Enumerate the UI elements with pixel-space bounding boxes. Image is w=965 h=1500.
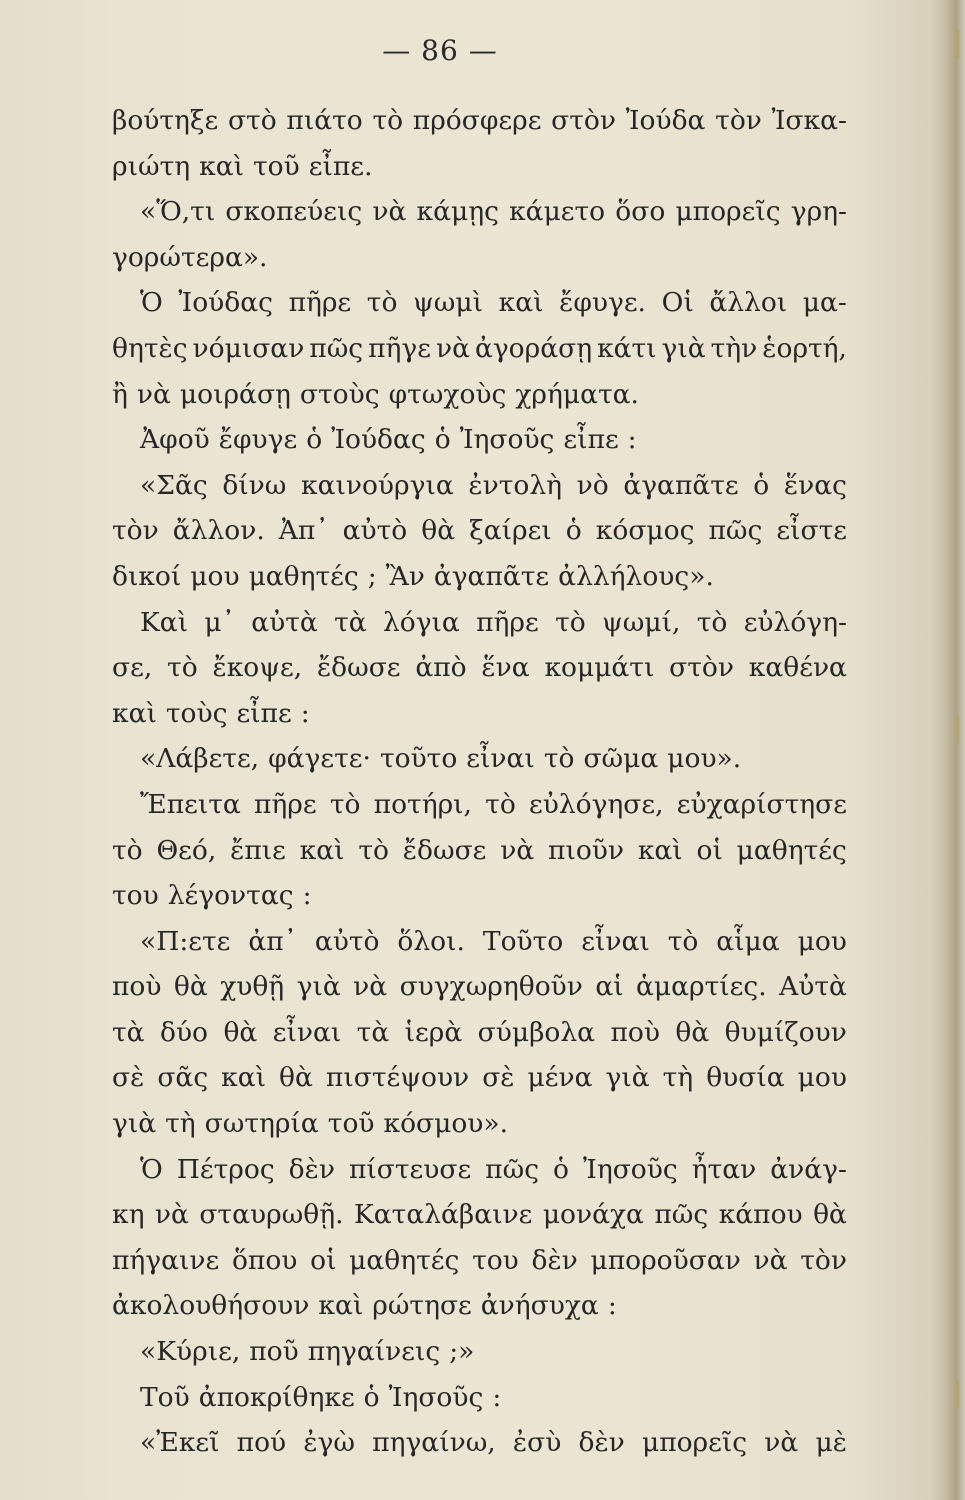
word: ἔφυγε. (559, 287, 646, 319)
word: ἀπὸ (415, 652, 467, 684)
word: σε, (112, 652, 153, 684)
text-line (112, 691, 847, 737)
word: ; (367, 560, 377, 592)
word: μ᾿ (204, 606, 235, 638)
word: ποτήρι, (373, 788, 472, 820)
word: ὁ (434, 424, 451, 456)
word: σωτηρία (204, 1108, 319, 1140)
word: τὸ (555, 606, 586, 638)
word: στὸν (551, 105, 616, 136)
word: στοὺς (299, 378, 380, 410)
text-line (112, 1055, 847, 1101)
word: οἱ (696, 834, 723, 866)
word: στὸν (669, 652, 734, 684)
word: ψωμὶ (413, 287, 484, 319)
text-line (112, 600, 847, 646)
word: ἀνάγ- (770, 1153, 847, 1185)
word: πηγαίνεις (307, 1336, 441, 1368)
word: τὸ (329, 788, 361, 820)
word: νὰ (753, 1244, 788, 1276)
word: ἱερὰ (404, 1016, 463, 1048)
word: καινούργια (301, 469, 454, 501)
word: ἀπ᾿ (248, 925, 297, 957)
word: ποῦ (249, 1336, 299, 1368)
word: ἔκοψε, (212, 652, 303, 684)
word: εἶναι (581, 925, 650, 957)
word: «Κύριε, (140, 1336, 241, 1368)
word: δὲν (578, 1427, 625, 1459)
word: κάμῃς (416, 196, 499, 228)
word: δύο (159, 1016, 209, 1048)
word: σκοπεύεις (225, 196, 363, 228)
edge-mark (940, 715, 959, 743)
word: θητὲς (112, 332, 188, 364)
text-line (112, 1238, 847, 1284)
word: πρόσφερε (412, 105, 542, 136)
text-line (112, 645, 847, 691)
word: Ἰούδα (625, 105, 706, 136)
word: Τοῦ (140, 1381, 190, 1413)
word: ἀγαπᾶτε (433, 560, 550, 592)
word: τὸν (112, 515, 159, 547)
word: εἶπε. (308, 150, 373, 182)
word: οἱ (310, 1244, 337, 1276)
word: στὸ (227, 105, 277, 136)
word: μαθητές (736, 834, 847, 866)
word: μα- (802, 287, 847, 319)
word: ἁμαρτίες. (636, 971, 767, 1003)
text-line (112, 98, 847, 144)
word: ἔδωσε (402, 834, 487, 866)
word: ἕνας (783, 469, 847, 501)
word: Ἀφοῦ (140, 424, 210, 456)
word: «Σᾶς (140, 469, 208, 501)
word: θὰ (675, 1016, 710, 1048)
word: κάτι (597, 332, 657, 364)
word: μπορεῖς (675, 196, 781, 228)
word: τὴ (662, 1062, 694, 1094)
word: ἀλλήλους». (558, 560, 714, 592)
word: πήγαινε (112, 1244, 220, 1276)
word: συγχωρηθοῦν (399, 971, 583, 1003)
text-line (112, 828, 847, 874)
word: μοιράσῃ (179, 378, 291, 410)
word: τὸ (696, 606, 728, 638)
word: δικοί (112, 560, 182, 592)
word: ἀποκρίθηκε (198, 1381, 355, 1413)
word: μένα (527, 1062, 593, 1094)
word: ἐσὺ (512, 1427, 562, 1459)
word: τὸ (485, 788, 516, 820)
word: μονάχα (542, 1199, 644, 1231)
word: ἀνήσυχα (480, 1290, 599, 1322)
word: αἷμα (716, 925, 780, 957)
word: θυμίζουν (724, 1016, 847, 1048)
word: μποροῦσαν (590, 1244, 741, 1276)
word: εἶστε (776, 515, 847, 547)
word: γορώτερα». (112, 241, 268, 273)
word: νὰ (372, 196, 407, 228)
word: δίνω (222, 469, 287, 501)
word: : (492, 1381, 502, 1413)
word: ὅπου (231, 1244, 298, 1276)
word: αἱ (595, 971, 624, 1003)
word: εἶναι (466, 743, 535, 775)
text-line (112, 1420, 847, 1466)
word: Ἂν (385, 560, 425, 592)
text-line (112, 417, 847, 463)
word: ὅλοι. (397, 925, 465, 957)
word: Ὁ (140, 1153, 163, 1185)
text-line (112, 508, 847, 554)
text-line (112, 144, 847, 190)
word: τὸ (543, 743, 575, 775)
word: κη (112, 1199, 145, 1231)
word: ;» (449, 1336, 475, 1368)
text-line (112, 1147, 847, 1193)
word: χυθῇ (220, 971, 285, 1003)
word: του (472, 1244, 519, 1276)
word: ποὺ (610, 1016, 660, 1048)
word: ψωμί, (602, 606, 681, 638)
word: ἔπιε (230, 834, 286, 866)
text-line (112, 736, 847, 782)
word: θὰ (223, 1016, 258, 1048)
word: σᾶς (157, 1062, 209, 1094)
word: σύμβολα (477, 1016, 596, 1048)
word: : (627, 424, 637, 456)
word: τὰ (112, 1016, 145, 1048)
word: ἀγαπᾶτε (623, 469, 739, 501)
word: ἄλλον. (172, 515, 265, 547)
word: κάπου (718, 1199, 803, 1231)
word: ἀγοράσῃ (474, 332, 593, 364)
text-line (112, 463, 847, 509)
word: εὐχαρίστησε (676, 788, 847, 820)
word: «Π:ετε (140, 925, 231, 957)
word: πηγαίνω, (372, 1427, 496, 1459)
word: Ἰσκα- (771, 105, 847, 136)
word: καὶ (221, 1062, 267, 1094)
edge-mark (940, 30, 959, 58)
word: φτωχοὺς (388, 378, 507, 410)
word: Καὶ (140, 606, 189, 638)
word: πῆρε (288, 287, 352, 319)
text-line (112, 1101, 847, 1147)
word: θὰ (173, 971, 208, 1003)
word: ἐντολὴ (468, 469, 562, 501)
word: ὁ (363, 1381, 380, 1413)
word: σὲ (112, 1062, 145, 1094)
word: εὐλόγησε, (529, 788, 664, 820)
word: τοῦ (327, 1108, 375, 1140)
text-line (112, 1010, 847, 1056)
word: Ἔπειτα (140, 788, 241, 820)
word: θυσία (706, 1062, 785, 1094)
word: καὶ (112, 697, 157, 729)
word: καὶ (199, 150, 244, 182)
word: πῶς (654, 1199, 709, 1231)
word: τοῦτο (379, 743, 458, 775)
word: φάγετε· (268, 743, 371, 775)
page-edge-shadow (931, 0, 965, 1500)
word: τὸ (112, 834, 143, 866)
word: σῶμα (583, 743, 659, 775)
word: «Ἐκεῖ (140, 1427, 220, 1459)
word: Ἰούδας (178, 287, 273, 319)
word: αὐτὰ (251, 606, 318, 638)
word: Θεό, (156, 834, 217, 866)
word: εἶπε (563, 424, 619, 456)
word: του (112, 880, 159, 912)
text-line (112, 1329, 847, 1375)
word: «Ὅ,τι (140, 196, 216, 228)
word: τὴ (165, 1108, 196, 1140)
word: πῆρε (254, 788, 317, 820)
word: τὴν (710, 332, 758, 364)
word: τὸ (667, 925, 699, 957)
word: πῶς (309, 332, 364, 364)
word: γιὰ (661, 332, 706, 364)
word: καθένα (748, 652, 847, 684)
text-line (112, 1192, 847, 1238)
word: τοῦ (252, 150, 300, 182)
text-line (112, 189, 847, 235)
text-line (112, 280, 847, 326)
text-line (112, 1375, 847, 1421)
word: καὶ (637, 834, 683, 866)
word: Ἰησοῦς (583, 1153, 678, 1185)
word: γιὰ (605, 1062, 650, 1094)
word: Ἰούδας (331, 424, 426, 456)
word: αὐτὸ (314, 925, 380, 957)
word: τὰ (334, 606, 367, 638)
word: τοὺς (165, 697, 228, 729)
word: μαθητές (349, 1244, 460, 1276)
word: κάμετο (509, 196, 606, 228)
word: καὶ (299, 834, 345, 866)
word: δὲν (288, 1153, 335, 1185)
word: τὸ (167, 652, 198, 684)
word: : (302, 880, 312, 912)
word: τὸ (366, 287, 398, 319)
word: βούτηξε (112, 105, 219, 136)
word: νὰ (500, 834, 535, 866)
word: Ἰησοῦς (388, 1381, 484, 1413)
word: ἢ (112, 378, 128, 410)
word: νὸ (576, 469, 609, 501)
word: μου (797, 1062, 847, 1094)
word: θὰ (279, 1062, 313, 1094)
text-line (112, 372, 847, 418)
word: : (607, 1290, 617, 1322)
word: νὰ (353, 971, 388, 1003)
word: μου». (667, 743, 742, 775)
word: ἕνα (481, 652, 530, 684)
word: «Λάβετε, (140, 743, 260, 775)
word: πῆγε (368, 332, 431, 364)
word: νόμισαν (192, 332, 305, 364)
word: ἦταν (691, 1153, 757, 1185)
word: γιὰ (112, 1108, 157, 1140)
word: ὁ (553, 1153, 570, 1185)
word: ἀκολουθήσουν (112, 1290, 310, 1322)
word: πίστευσε (348, 1153, 472, 1185)
word: θὰ (813, 1199, 847, 1231)
word: μπορεῖς (641, 1427, 748, 1459)
word: Πέτρος (176, 1153, 275, 1185)
word: θὰ (421, 515, 456, 547)
word: νὰ (136, 378, 171, 410)
word: τὸν (800, 1244, 847, 1276)
word: εἶναι (272, 1016, 342, 1048)
word: Οἱ (661, 287, 694, 319)
text-line (112, 873, 847, 919)
word: ριώτη (112, 150, 191, 182)
edge-mark (940, 1380, 959, 1408)
word: Αὐτὰ (779, 971, 847, 1003)
word: πιστέψουν (325, 1062, 470, 1094)
word: ρώτησε (372, 1290, 472, 1322)
word: κομμάτι (544, 652, 655, 684)
word: νὰ (154, 1199, 189, 1231)
word: πιοῦν (548, 834, 625, 866)
text-line (112, 782, 847, 828)
word: ποὺ (112, 971, 162, 1003)
page-number: — 86 — (382, 34, 498, 67)
word: καὶ (318, 1290, 364, 1322)
word: μαθητές (248, 560, 359, 592)
word: Ἰησοῦς (459, 424, 555, 456)
word: Ὁ (140, 287, 163, 319)
word: κόσμου». (383, 1108, 509, 1140)
word: κόσμος (595, 515, 695, 547)
word: τὸν (715, 105, 762, 136)
word: γρη- (790, 196, 847, 228)
word: δὲν (531, 1244, 578, 1276)
word: : (300, 697, 310, 729)
word: νὰ (764, 1427, 799, 1459)
body-text (112, 98, 847, 1466)
word: εὐλόγη- (743, 606, 847, 638)
word: πῶς (485, 1153, 540, 1185)
word: σὲ (482, 1062, 515, 1094)
word: ἑορτή, (762, 332, 847, 364)
word: ἔδωσε (316, 652, 401, 684)
word: ὁ (753, 469, 770, 501)
word: γιὰ (296, 971, 341, 1003)
word: μὲ (815, 1427, 847, 1459)
word: μου (190, 560, 240, 592)
text-line (112, 326, 847, 372)
text-line (112, 554, 847, 600)
word: ὁ (565, 515, 582, 547)
word: πῶς (708, 515, 763, 547)
word: Καταλάβαινε (353, 1199, 533, 1231)
word: λόγια (382, 606, 460, 638)
text-line (112, 964, 847, 1010)
word: ὅσο (615, 196, 666, 228)
word: τὸ (358, 834, 389, 866)
word: σταυρωθῇ. (199, 1199, 344, 1231)
text-line (112, 235, 847, 281)
word: Ἀπ᾿ (278, 515, 329, 547)
word: ἐγὼ (303, 1427, 355, 1459)
text-line (112, 1283, 847, 1329)
word: Τοῦτο (482, 925, 564, 957)
word: τὰ (356, 1016, 390, 1048)
word: χρήματα. (515, 378, 639, 410)
word: λέγοντας (167, 880, 294, 912)
word: ἄλλοι (709, 287, 788, 319)
word: τὸ (372, 105, 404, 136)
word: αὐτὸ (342, 515, 408, 547)
word: μου (797, 925, 847, 957)
word: πιάτο (286, 105, 363, 136)
word: πού (236, 1427, 287, 1459)
word: πῆρε (476, 606, 539, 638)
word: ὁ (306, 424, 323, 456)
text-line (112, 919, 847, 965)
word: ξαίρει (469, 515, 552, 547)
word: νὰ (435, 332, 470, 364)
word: εἶπε (236, 697, 292, 729)
word: καὶ (498, 287, 544, 319)
word: ἔφυγε (218, 424, 298, 456)
